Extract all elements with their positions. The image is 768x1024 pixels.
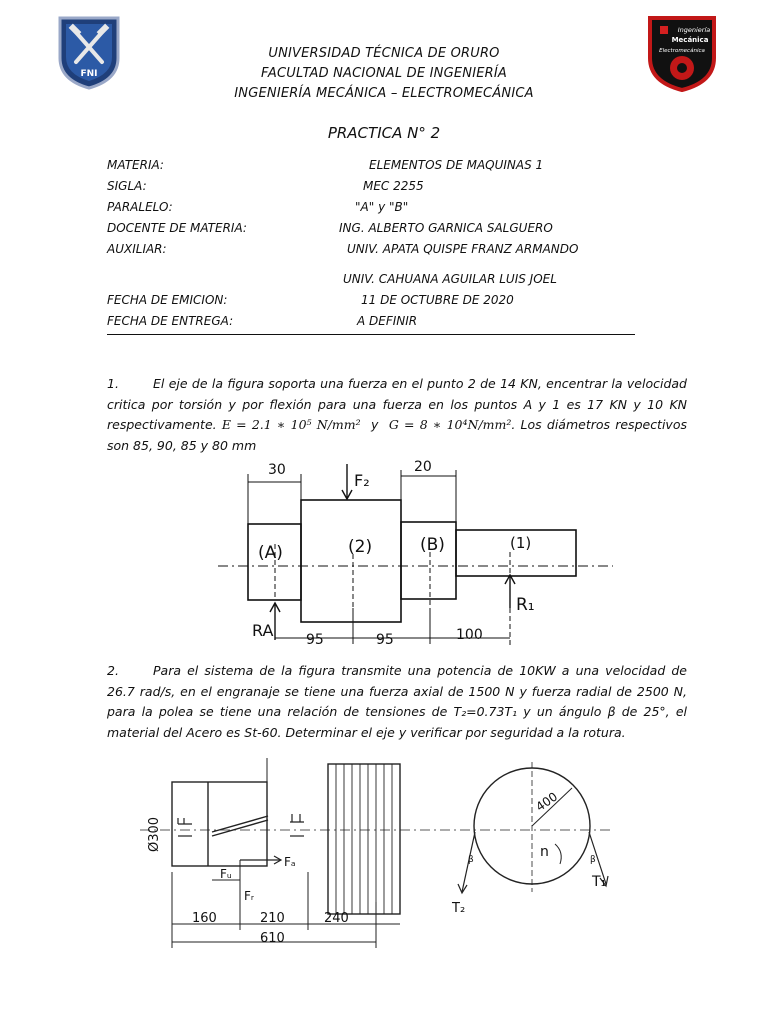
tension-t1-label: T₁ [592,874,607,890]
entrega-value: A DEFINIR [357,314,418,328]
logo-left-text: FNI [80,69,98,79]
problem-1-formula-g: G = 8 ∗ 10⁴N/mm² [388,417,512,432]
section-1-label: (1) [510,534,532,552]
paralelo-label: PARALELO: [107,200,173,214]
header-university: UNIVERSIDAD TÉCNICA DE ORURO [268,46,500,61]
problem-1-formula-e: E = 2.1 ∗ 10⁵ N/mm² [221,417,361,432]
entrega-label: FECHA DE ENTREGA: [107,314,234,328]
header-faculty: FACULTAD NACIONAL DE INGENIERÍA [260,66,508,81]
reaction-1-label: R₁ [516,595,535,615]
tension-t2-label: T₂ [452,901,466,916]
logo-right-line-1: Ingeniería [677,26,711,34]
section-b-label: (B) [420,535,445,555]
problem-1-text-a: El eje de la figura soporta una fuerza en el punto 2 de 14 KN, encentrar la velocidad critica por torsión y por flexión para una fuerza en los puntos A y 1 es 17 KN y 10 KN respectivamente. [107,376,687,432]
dim-160-label: 160 [192,911,217,926]
docente-value: ING. ALBERTO GARNICA SALGUERO [339,221,553,235]
problem-2 [107,661,687,743]
dim-240-label: 240 [324,911,349,926]
rotation-n-label: n [540,844,549,860]
problem-1-text-y: y [360,417,389,432]
dim-30-label: 30 [268,462,286,478]
problem-1-number: 1. [107,376,119,391]
problem-2-text-a: Para el sistema de la figura transmite una potencia de 10KW a una velocidad de 26.7 rad/s, en el engranaje se tiene una fuerza axial de 1500 N y fuerza radial de 2500 N, para la polea se tiene una relación de tensiones de [107,663,687,719]
problem-2-tension-relation: T₂=0.73T₁ [453,704,518,719]
sigla-value: MEC 2255 [363,179,424,193]
page-title: PRACTICA N° 2 [327,124,441,142]
header-divider [107,334,635,335]
dim-100-label: 100 [456,627,483,643]
dim-20-label: 20 [414,459,432,475]
problem-2-text-b: y un ángulo β de 25°, el material del Acero es St-60. Determinar el eje y verificar por seguridad a la rotura. [107,704,687,740]
emicion-value: 11 DE OCTUBRE DE 2020 [361,293,514,307]
force-fa-label: Fₐ [284,855,296,869]
dim-95b-label: 95 [376,632,394,648]
materia-value: ELEMENTOS DE MAQUINAS 1 [369,158,544,172]
dim-210-label: 210 [260,911,285,926]
sigla-label: SIGLA: [107,179,147,193]
logo-right-line-2: Mecánica [671,36,709,44]
problem-2-number: 2. [107,663,119,678]
auxiliar-value-1: UNIV. APATA QUISPE FRANZ ARMANDO [347,242,579,256]
materia-label: MATERIA: [107,158,164,172]
angle-beta-right: β [590,855,596,865]
dim-95a-label: 95 [306,632,324,648]
dim-610-label: 610 [260,931,285,946]
force-f2-label: F₂ [354,471,370,490]
problem-1-text-b: . Los diámetros respectivos son 85, 90, 85 y 80 mm [107,417,687,453]
auxiliar-value-2: UNIV. CAHUANA AGUILAR LUIS JOEL [343,272,557,286]
logo-right-line-3: Electromecánica [659,48,705,54]
docente-label: DOCENTE DE MATERIA: [107,221,247,235]
section-a-label: (A) [258,543,283,563]
angle-beta-left: β [468,855,474,865]
auxiliar-label: AUXILIAR: [107,242,167,256]
reaction-a-label: RA [252,621,274,640]
force-fu-label: Fᵤ [220,867,232,881]
diameter-300-label: Ø300 [147,816,162,852]
emicion-label: FECHA DE EMICION: [107,293,228,307]
figure-1-shaft [218,458,618,658]
diameter-400-label: 400 [533,789,561,815]
header-career: INGENIERÍA MECÁNICA – ELECTROMECÁNICA [234,86,534,101]
paralelo-value: "A" y "B" [355,200,409,214]
figure-2-shaft-system [140,752,620,956]
problem-1 [107,374,687,456]
force-fr-label: Fᵣ [244,889,255,903]
section-2-label: (2) [348,537,373,557]
